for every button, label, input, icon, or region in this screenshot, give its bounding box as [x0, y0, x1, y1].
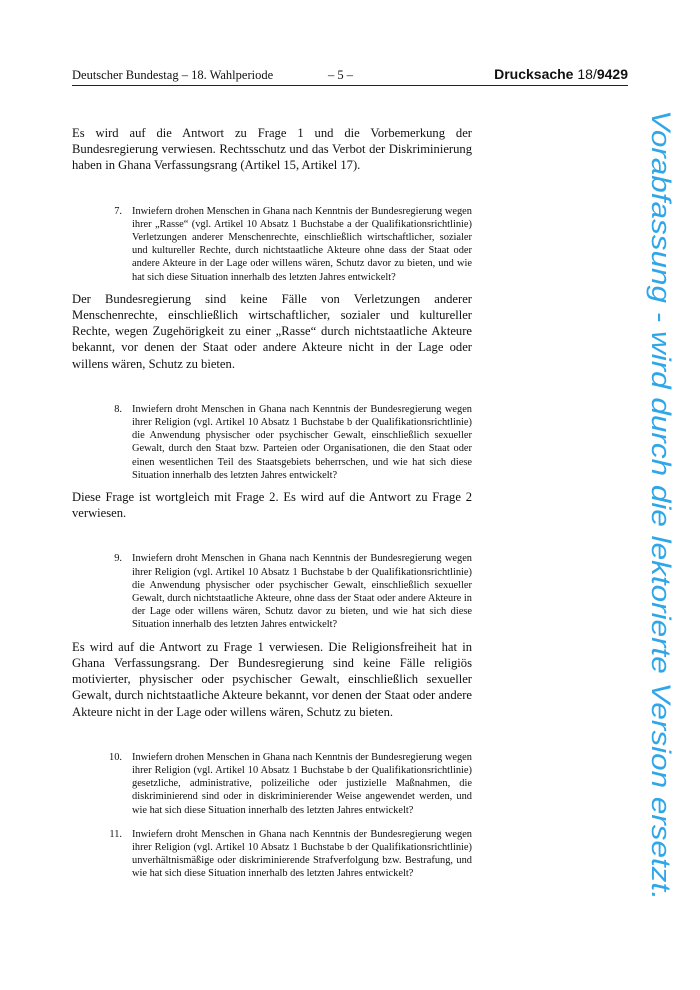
question-number: 8.	[114, 403, 122, 415]
answer-paragraph: Der Bundesregierung sind keine Fälle von Verletzungen anderer Menschenrechte, einschließlich wirtschaftlicher, sozialer und kultureller Rechte, wegen Zugehörigkeit zu einer „Rasse“ durch nichtstaatliche Akteure bekannt, vor denen der Staat oder andere Akteure nicht in der Lage oder willens wären, Schutz zu bieten.	[72, 291, 472, 371]
drucksache-prefix: 18/	[577, 66, 597, 82]
question-number: 10.	[109, 751, 122, 763]
drucksache-number: 9429	[596, 66, 628, 82]
question-text: Inwiefern drohen Menschen in Ghana nach Kenntnis der Bundesregierung wegen ihrer „Rasse“ (vgl. Artikel 10 Absatz 1 Buchstabe a der Qualifikationsrichtlinie) Verletzungen anderer Menschenrechte, einschließlich wirtschaftlicher, sozialer und kultureller Rechte, durch nichtstaatliche Akteure ohne dass der Staat oder andere Akteure in der Lage oder willens wären, Schutz davor zu bieten, und wie hat sich diese Situation innerhalb des letzten Jahres entwickelt?	[132, 205, 472, 283]
question-number: 7.	[114, 205, 122, 217]
header-rule	[72, 85, 628, 86]
question-text: Inwiefern drohen Menschen in Ghana nach Kenntnis der Bundesregierung wegen ihrer Religion (vgl. Artikel 10 Absatz 1 Buchstabe b der Qualifikationsrichtlinie) gesetzliche, administrative, polizeiliche oder justizielle Maßnahmen, die diskriminierend sind oder in diskriminierender Weise angewendet werden, und wie hat sich diese Situation innerhalb des letzten Jahres entwickelt?	[132, 751, 472, 816]
header-page-number: – 5 –	[328, 68, 353, 82]
draft-watermark	[640, 110, 680, 900]
question-item	[72, 403, 472, 482]
answer-paragraph: Es wird auf die Antwort zu Frage 1 verwiesen. Die Religionsfreiheit hat in Ghana Verfassungsrang. Der Bundesregierung sind keine Fälle religiös motivierter, physischer oder psychischer Gewalt, einschließlich sexueller Gewalt, durch nichtstaatliche Akteure bekannt, vor denen der Staat oder andere Akteure nicht in der Lage oder willens wären, Schutz zu bieten.	[72, 639, 472, 719]
drucksache-label: Drucksache	[494, 66, 574, 82]
document-body	[72, 125, 472, 881]
question-text: Inwiefern droht Menschen in Ghana nach Kenntnis der Bundesregierung wegen ihrer Religion (vgl. Artikel 10 Absatz 1 Buchstabe b der Qualifikationsrichtlinie) die Anwendung physischer oder psychischer Gewalt, einschließlich sexueller Gewalt, durch den Staat bzw. Parteien oder Organisationen, die den Staat oder einen wesentlichen Teil des Staatsgebiets beherrschen, und wie hat sich diese Situation innerhalb des letzten Jahres entwickelt?	[132, 403, 472, 481]
question-text: Inwiefern droht Menschen in Ghana nach Kenntnis der Bundesregierung wegen ihrer Religion (vgl. Artikel 10 Absatz 1 Buchstabe b der Qualifikationsrichtlinie) die Anwendung physischer oder psychischer Gewalt, einschließlich sexueller Gewalt, durch nichtstaatliche Akteure, ohne dass der Staat oder andere Akteure in der Lage oder willens wären, Schutz davor zu bieten, und wie hat sich diese Situation innerhalb des letzten Jahres entwickelt?	[132, 553, 472, 631]
page-header	[72, 66, 628, 86]
question-item	[72, 751, 472, 817]
question-item	[72, 828, 472, 881]
watermark-text: Vorabfassung - wird durch die lektorierte Version ersetzt.	[646, 110, 676, 788]
watermark-svg	[640, 110, 680, 900]
question-item	[72, 552, 472, 631]
header-parliament: Deutscher Bundestag – 18. Wahlperiode	[72, 68, 274, 82]
answer-paragraph: Diese Frage ist wortgleich mit Frage 2. Es wird auf die Antwort zu Frage 2 verwiesen.	[72, 490, 472, 521]
answer-paragraph: Es wird auf die Antwort zu Frage 1 und die Vorbemerkung der Bundesregierung verwiesen. Rechtsschutz und das Verbot der Diskriminierung haben in Ghana Verfassungsrang (Artikel 15, Artikel 17).	[72, 126, 472, 173]
header-drucksache	[494, 66, 628, 82]
question-number: 9.	[114, 553, 122, 565]
question-text: Inwiefern droht Menschen in Ghana nach Kenntnis der Bundesregierung wegen ihrer Religion (vgl. Artikel 10 Absatz 1 Buchstabe b der Qualifikationsrichtlinie) unverhältnismäßige oder diskriminierende Strafverfolgung bzw. Bestrafung, und wie hat sich diese Situation innerhalb des letzten Jahres entwickelt?	[132, 828, 472, 880]
question-number: 11.	[109, 828, 122, 840]
question-item	[72, 205, 472, 284]
